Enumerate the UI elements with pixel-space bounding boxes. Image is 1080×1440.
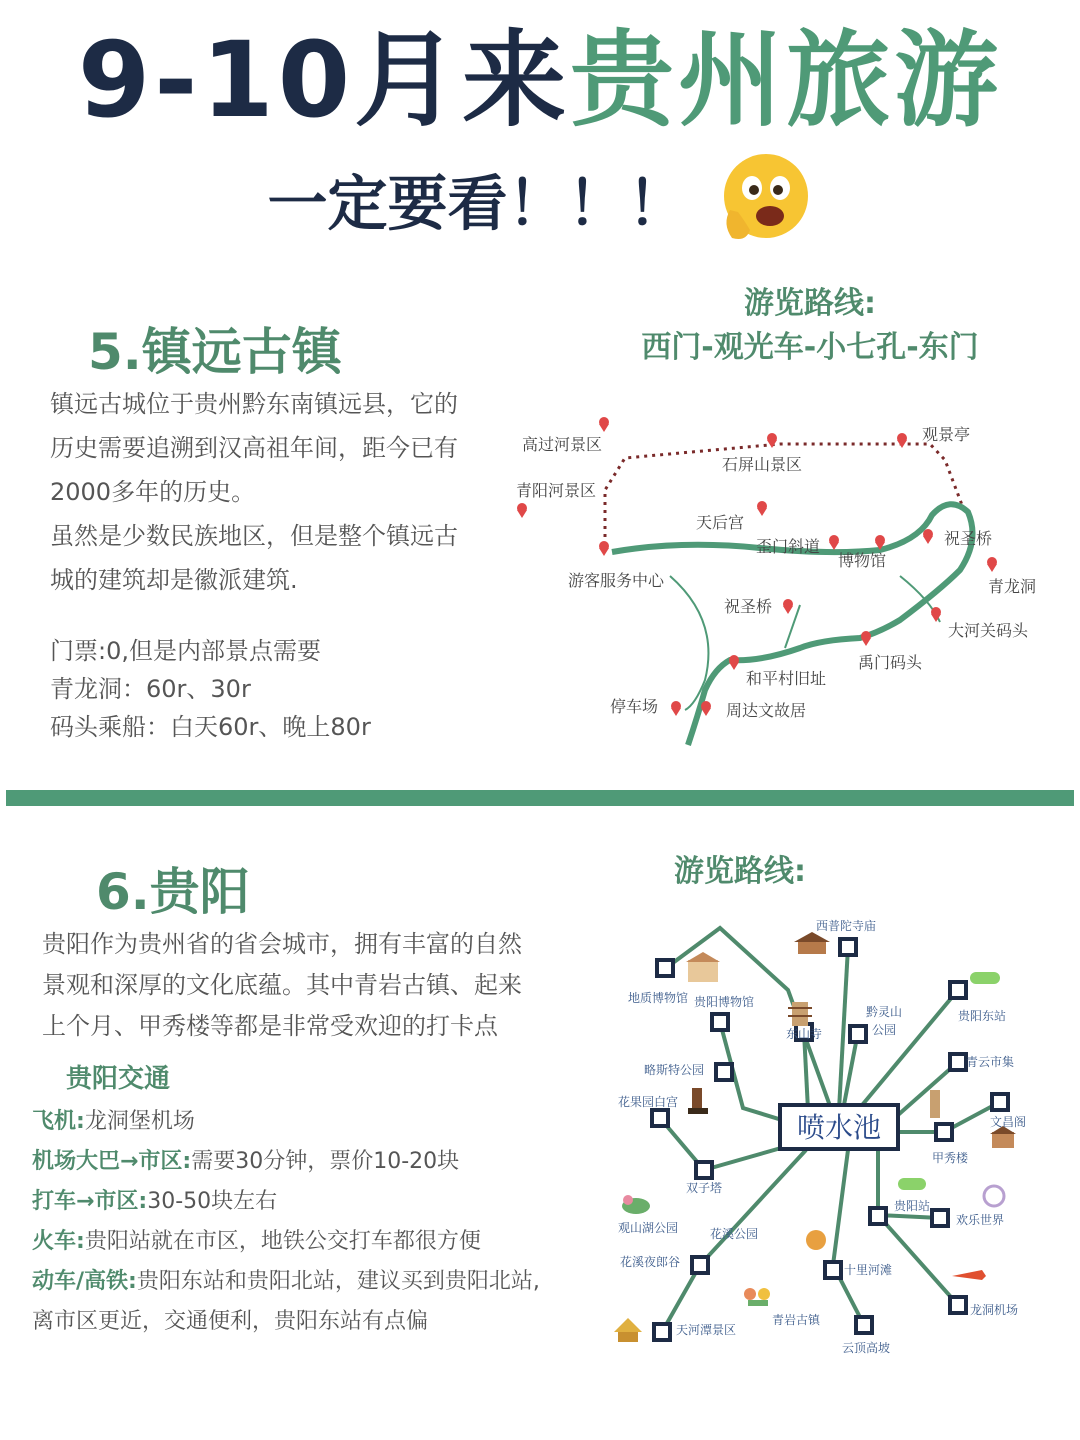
map-label: 石屏山景区 [722, 455, 803, 474]
ticket-line: 门票:0,但是内部景点需要 [50, 637, 321, 665]
station-node[interactable] [950, 1297, 966, 1313]
map-label: 双子塔 [686, 1181, 723, 1195]
pin-icon [923, 529, 933, 544]
map-label: 禹门码头 [858, 653, 923, 672]
title-green-part: 贵州旅游 [570, 19, 1003, 141]
section6-line: 景观和深厚的文化底蕴。其中青岩古镇、起来 [42, 971, 522, 999]
map-label: 停车场 [610, 697, 659, 716]
transport-key: 火车: [32, 1229, 85, 1254]
map-label: 地质博物馆 [628, 991, 689, 1005]
temple-icon [794, 932, 830, 954]
train-icon [970, 972, 1000, 984]
transport-key: 机场大巴→市区: [32, 1149, 192, 1174]
map-label: 观景亭 [922, 425, 971, 444]
map-label: 花溪公园 [710, 1227, 759, 1241]
map-label: 西普陀寺庙 [816, 919, 877, 933]
transport-item [32, 1102, 632, 1142]
station-node[interactable] [950, 982, 966, 998]
section-divider [6, 790, 1074, 806]
station-node[interactable] [850, 1026, 866, 1042]
map-label: 祝圣桥 [944, 529, 993, 548]
map-label: 东山寺 [786, 1027, 823, 1041]
pin-icon [861, 631, 871, 646]
map-label: 甲秀楼 [932, 1151, 969, 1165]
zhenyuan-route-map [500, 400, 1060, 760]
map-label: 青阳河景区 [516, 481, 597, 500]
station-node[interactable] [992, 1094, 1008, 1110]
map-label: 游客服务中心 [568, 571, 665, 590]
pin-icon [767, 433, 777, 448]
section5-title: 5.镇远古镇 [88, 323, 342, 381]
station-node[interactable] [692, 1257, 708, 1273]
map-label: 文昌阁 [990, 1115, 1027, 1129]
transport-item [32, 1182, 632, 1222]
map-label: 贵阳博物馆 [694, 995, 755, 1009]
transport-item [32, 1302, 632, 1342]
station-node[interactable] [654, 1324, 670, 1340]
station-node[interactable] [652, 1110, 668, 1126]
map-label: 公园 [872, 1023, 897, 1037]
transport-title: 贵阳交通 [66, 1064, 171, 1094]
pavilion-icon [990, 1126, 1016, 1148]
section6-title: 6.贵阳 [96, 863, 250, 921]
page-title [0, 20, 1080, 140]
section5-route-label: 游览路线: [744, 286, 876, 321]
pin-icon [987, 557, 997, 572]
section5-line: 2000多年的历史。 [50, 478, 256, 506]
map-label: 黔灵山 [866, 1005, 903, 1019]
pin-icon [599, 541, 609, 556]
section5-tickets [50, 632, 570, 746]
map-label: 略斯特公园 [644, 1063, 705, 1077]
transport-text: 离市区更近，交通便利，贵阳东站有点偏 [32, 1309, 429, 1334]
ticket-line: 码头乘船：白天60r、晚上80r [50, 713, 371, 741]
train-icon [898, 1178, 926, 1190]
map-label: 观山湖公园 [618, 1221, 679, 1235]
map-label: 祝圣桥 [724, 597, 773, 616]
station-node[interactable] [716, 1064, 732, 1080]
guiyang-route-map [608, 910, 1058, 1370]
landmark-icon [688, 1088, 708, 1114]
museum-icon [686, 952, 720, 982]
transport-item [32, 1262, 632, 1302]
section5-route-text: 西门-观光车-小七孔-东门 [641, 330, 979, 365]
pin-icon [517, 503, 527, 518]
map-label: 十里河滩 [844, 1263, 893, 1277]
pin-icon [671, 701, 681, 716]
ticket-line: 青龙洞：60r、30r [50, 675, 251, 703]
map-label: 贵阳东站 [958, 1009, 1007, 1023]
map-label: 高过河景区 [522, 435, 603, 454]
section6-line: 上个月、甲秀楼等都是非常受欢迎的打卡点 [42, 1012, 498, 1040]
map-label: 博物馆 [838, 551, 887, 570]
station-node[interactable] [870, 1208, 886, 1224]
station-node[interactable] [657, 960, 673, 976]
map-label: 青云市集 [966, 1055, 1015, 1069]
map-label: 周达文故居 [726, 701, 807, 720]
station-node[interactable] [932, 1210, 948, 1226]
park-icon [622, 1195, 650, 1214]
transport-key: 飞机: [32, 1109, 85, 1134]
transport-key: 打车→市区: [32, 1189, 148, 1214]
title-dark-part: 9-10月来 [77, 19, 571, 141]
map-label: 大河关码头 [948, 621, 1029, 640]
transport-item [32, 1142, 632, 1182]
map-label: 花溪夜郎谷 [620, 1255, 681, 1269]
plane-icon [952, 1270, 986, 1280]
surprised-face-icon [716, 150, 812, 266]
section6-route-label: 游览路线: [674, 854, 806, 889]
map-label: 天后宫 [696, 513, 745, 532]
subtitle-text: 一定要看！！！ [267, 169, 688, 240]
page-subtitle [0, 150, 1080, 266]
map-label: 歪门斜道 [756, 537, 821, 556]
pumpkin-icon [806, 1230, 826, 1250]
map-label: 贵阳站 [894, 1199, 931, 1213]
station-node[interactable] [840, 939, 856, 955]
center-station-label: 喷水池 [796, 1111, 882, 1144]
transport-key: 动车/高铁: [32, 1269, 137, 1294]
section5-line: 镇远古城位于贵州黔东南镇远县，它的 [50, 390, 458, 418]
map-label: 龙洞机场 [970, 1303, 1019, 1317]
hut-icon [614, 1318, 642, 1342]
map-label: 花果园白宫 [618, 1095, 679, 1109]
pin-icon [829, 535, 839, 550]
map-label: 云顶高坡 [842, 1341, 891, 1355]
pin-icon [757, 501, 767, 516]
section5-line: 虽然是少数民族地区，但是整个镇远古 [50, 522, 458, 550]
center-station[interactable] [780, 1105, 898, 1149]
map-label: 青龙洞 [988, 577, 1037, 596]
tower-icon [930, 1090, 940, 1118]
map-label: 欢乐世界 [956, 1213, 1005, 1227]
transport-item [32, 1222, 632, 1262]
pin-icon [599, 417, 609, 432]
section5-line: 城的建筑却是徽派建筑. [50, 566, 298, 594]
pin-icon [783, 599, 793, 614]
transport-text: 贵阳东站和贵阳北站，建议买到贵阳北站, [136, 1269, 540, 1294]
transport-list [32, 1102, 632, 1342]
station-node[interactable] [936, 1124, 952, 1140]
transport-text: 龙洞堡机场 [84, 1109, 195, 1134]
transport-text: 30-50块左右 [147, 1189, 278, 1214]
transport-text: 需要30分钟，票价10-20块 [191, 1149, 460, 1174]
station-node[interactable] [856, 1317, 872, 1333]
station-node[interactable] [950, 1054, 966, 1070]
section5-route-box [620, 282, 1000, 370]
pin-icon [897, 433, 907, 448]
station-node[interactable] [825, 1262, 841, 1278]
station-node[interactable] [696, 1162, 712, 1178]
pin-icon [701, 701, 711, 716]
section6-line: 贵阳作为贵州省的省会城市，拥有丰富的自然 [42, 930, 522, 958]
pin-icon [729, 655, 739, 670]
flower-icon [744, 1288, 770, 1306]
section6-description [42, 924, 602, 1047]
station-node[interactable] [712, 1014, 728, 1030]
section5-description [50, 382, 570, 602]
transport-text: 贵阳站就在市区，地铁公交打车都很方便 [84, 1229, 481, 1254]
ferris-wheel-icon [984, 1186, 1004, 1206]
map-label: 青岩古镇 [772, 1313, 821, 1327]
section5-line: 历史需要追溯到汉高祖年间，距今已有 [50, 434, 458, 462]
map-label: 天河潭景区 [676, 1323, 737, 1337]
map-label: 和平村旧址 [746, 669, 827, 688]
